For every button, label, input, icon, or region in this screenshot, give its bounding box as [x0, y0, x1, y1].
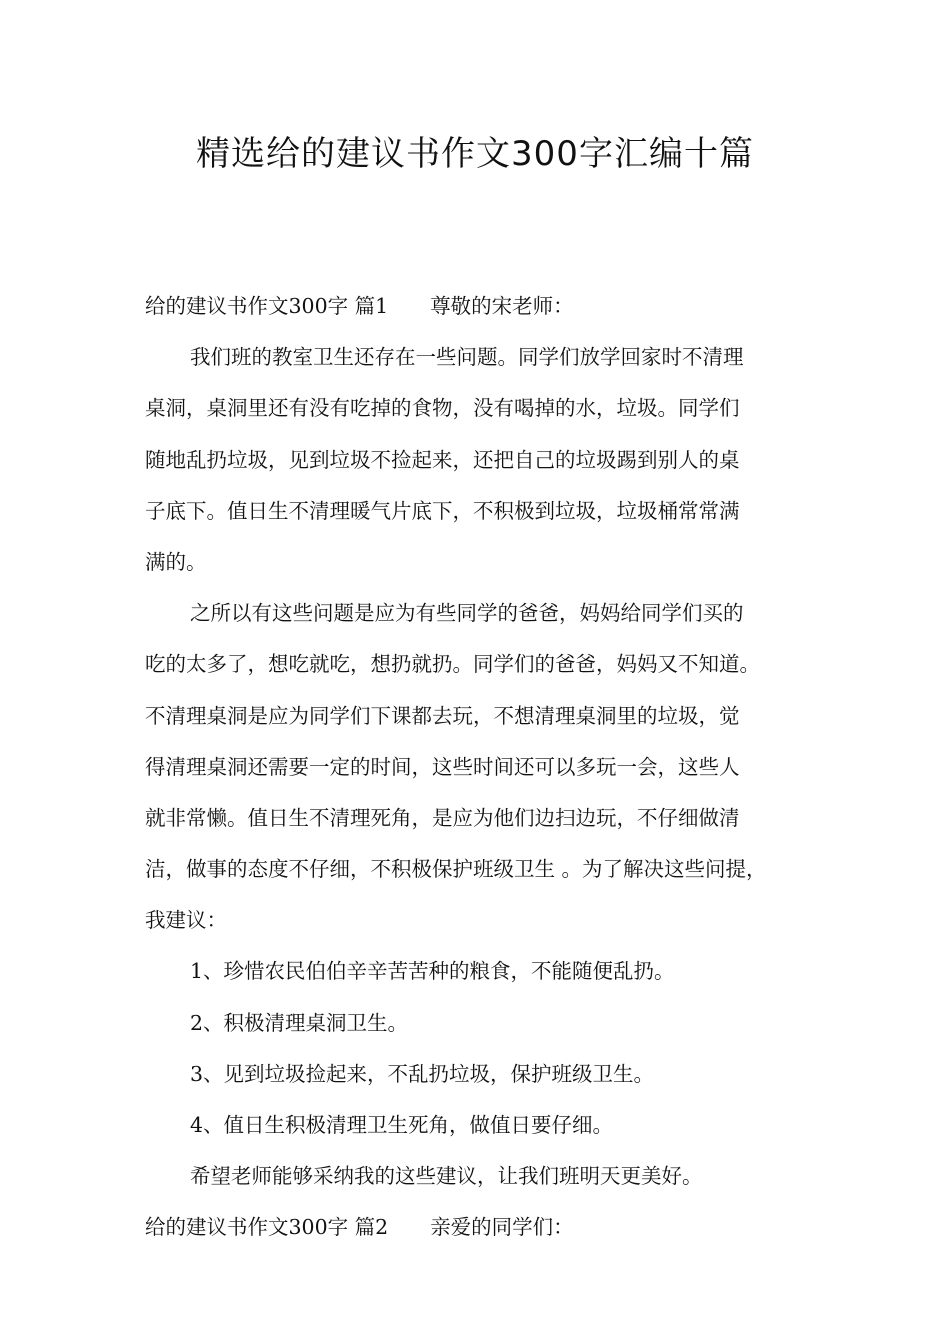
paragraph-line: 子底下。值日生不清理暖气片底下，不积极到垃圾，垃圾桶常常满 — [145, 498, 740, 523]
paragraph-line: 洁，做事的态度不仔细，不积极保护班级卫生 。为了解决这些问提， — [145, 857, 767, 882]
paragraph-line: 不清理桌洞是应为同学们下课都去玩，不想清理桌洞里的垃圾，觉 — [145, 703, 740, 728]
suggestion-item: 4、值日生积极清理卫生死角，做值日要仔细。 — [190, 1113, 614, 1137]
closing-line: 希望老师能够采纳我的这些建议，让我们班明天更美好。 — [190, 1164, 703, 1189]
paragraph-line: 就非常懒。值日生不清理死角，是应为他们边扫边玩，不仔细做清 — [145, 805, 740, 830]
document-body — [145, 281, 825, 1254]
document-title: 精选给的建议书作文300字汇编十篇 — [196, 134, 754, 174]
suggestion-item: 2、积极清理桌洞卫生。 — [190, 1010, 409, 1035]
section-2-salutation: 亲爱的同学们： — [430, 1215, 574, 1240]
section-2-heading-line — [145, 1202, 825, 1253]
paragraph-line: 得清理桌洞还需要一定的时间，这些时间还可以多玩一会，这些人 — [145, 754, 740, 779]
paragraph-line: 桌洞，桌洞里还有没有吃掉的食物，没有喝掉的水，垃圾。同学们 — [145, 396, 740, 421]
paragraph-line: 之所以有这些问题是应为有些同学的爸爸，妈妈给同学们买的 — [190, 601, 744, 626]
paragraph-line: 随地乱扔垃圾，见到垃圾不捡起来，还把自己的垃圾踢到别人的桌 — [145, 447, 740, 472]
suggestion-item: 1、珍惜农民伯伯辛辛苦苦种的粮食，不能随便乱扔。 — [190, 959, 675, 984]
section-1-heading: 给的建议书作文300字 篇1 — [145, 294, 389, 318]
section-1-heading-line — [145, 281, 825, 332]
suggestion-item: 3、见到垃圾捡起来，不乱扔垃圾，保护班级卫生。 — [190, 1061, 655, 1086]
section-1-salutation: 尊敬的宋老师： — [430, 294, 574, 318]
paragraph-line: 我建议： — [145, 908, 227, 933]
paragraph-line: 我们班的教室卫生还存在一些问题。同学们放学回家时不清理 — [190, 345, 744, 370]
section-2-heading: 给的建议书作文300字 篇2 — [145, 1215, 389, 1240]
paragraph-line: 满的。 — [145, 549, 207, 574]
paragraph-line: 吃的太多了，想吃就吃，想扔就扔。同学们的爸爸，妈妈又不知道。 — [145, 652, 760, 677]
